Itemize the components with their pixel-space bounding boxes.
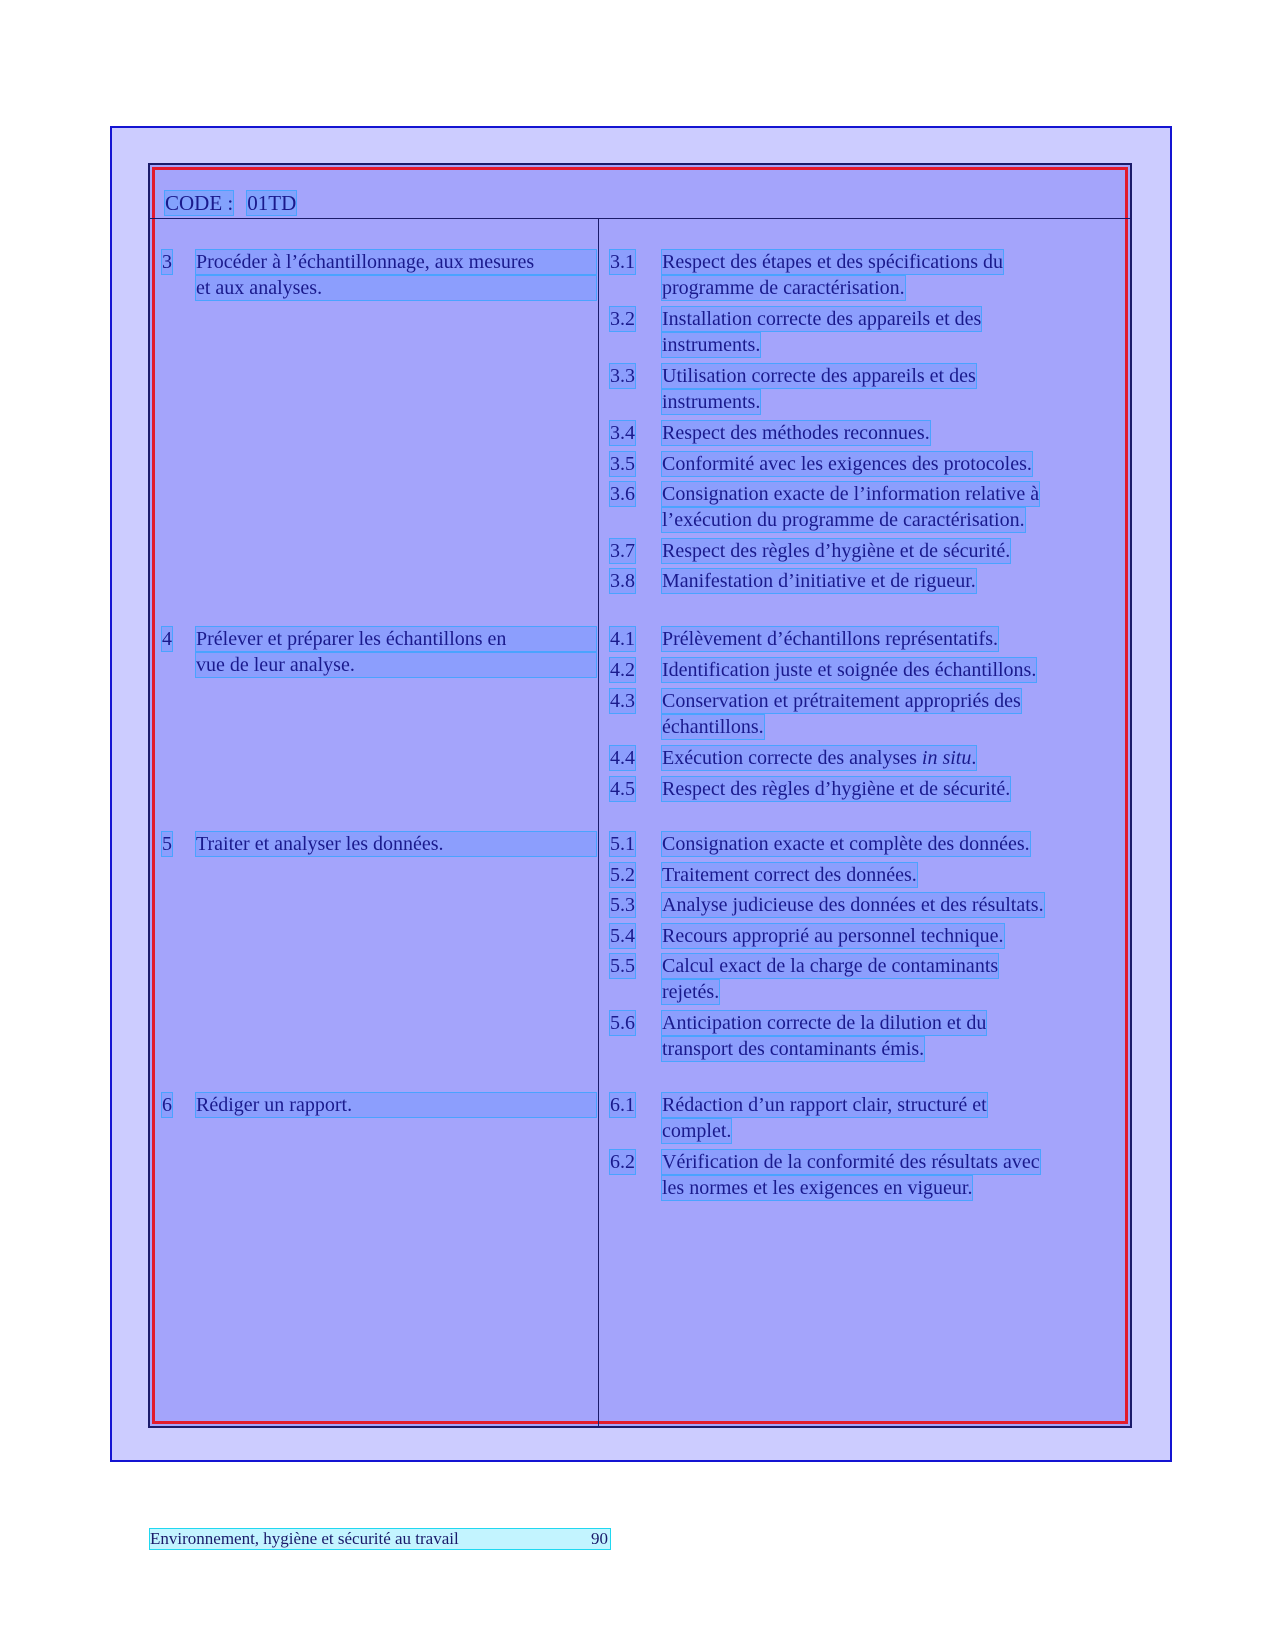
criterion-text: complet. xyxy=(662,1120,732,1142)
criterion-text-end: . xyxy=(971,747,977,769)
criterion-text: Prélèvement d’échantillons représentatifs. xyxy=(662,628,998,650)
criterion-text: Vérification de la conformité des résultats avec xyxy=(662,1151,1040,1173)
criterion-text: les normes et les exigences en vigueur. xyxy=(662,1177,973,1199)
criterion-text-main: Exécution correcte des analyses xyxy=(662,747,922,769)
criterion-number: 3.5 xyxy=(610,453,635,475)
criterion-text: Consignation exacte et complète des données. xyxy=(662,833,1030,855)
header-divider xyxy=(150,218,1130,219)
criterion-text: Identification juste et soignée des échantillons. xyxy=(662,659,1037,681)
page-number: 90 xyxy=(591,1529,608,1548)
criterion-number: 6.1 xyxy=(610,1094,635,1116)
criterion-text: Respect des étapes et des spécifications du xyxy=(662,251,1003,273)
criterion-number: 3.7 xyxy=(610,540,635,562)
criterion-number: 4.5 xyxy=(610,778,635,800)
criterion-number: 4.3 xyxy=(610,690,635,712)
footer-text: Environnement, hygiène et sécurité au travail xyxy=(150,1529,459,1548)
criterion-number: 3.8 xyxy=(610,570,635,592)
code-label: CODE : xyxy=(165,191,234,215)
criterion-text: programme de caractérisation. xyxy=(662,277,905,299)
criterion-text: Respect des règles d’hygiène et de sécurité. xyxy=(662,778,1011,800)
criterion-text: Traitement correct des données. xyxy=(662,864,917,886)
criterion-text: rejetés. xyxy=(662,981,720,1003)
criterion-text: l’exécution du programme de caractérisation. xyxy=(662,509,1025,531)
criterion-number: 3.6 xyxy=(610,483,635,505)
column-divider xyxy=(598,218,599,1428)
competency-title: Traiter et analyser les données. xyxy=(196,832,596,856)
criterion-number: 4.2 xyxy=(610,659,635,681)
competency-title: et aux analyses. xyxy=(196,276,596,300)
criterion-text: Recours approprié au personnel technique. xyxy=(662,925,1004,947)
criterion-text: Utilisation correcte des appareils et des xyxy=(662,365,976,387)
competency-title: Rédiger un rapport. xyxy=(196,1093,596,1117)
criterion-number: 5.6 xyxy=(610,1012,635,1034)
criterion-number: 5.1 xyxy=(610,833,635,855)
competency-title: vue de leur analyse. xyxy=(196,653,596,677)
criterion-text: Manifestation d’initiative et de rigueur. xyxy=(662,570,976,592)
criterion-text: Consignation exacte de l’information relative à xyxy=(662,483,1040,505)
criterion-text: Analyse judicieuse des données et des résultats. xyxy=(662,894,1044,916)
criterion-text-italic: in situ xyxy=(921,747,972,769)
criterion-number: 3.4 xyxy=(610,422,635,444)
criterion-text: Respect des méthodes reconnues. xyxy=(662,422,930,444)
criterion-text xyxy=(662,746,976,770)
criterion-text: Rédaction d’un rapport clair, structuré et xyxy=(662,1094,987,1116)
competency-number: 3 xyxy=(162,251,172,273)
competency-number: 6 xyxy=(162,1094,172,1116)
criterion-text: Calcul exact de la charge de contaminants xyxy=(662,955,999,977)
criterion-number: 5.2 xyxy=(610,864,635,886)
competency-title: Prélever et préparer les échantillons en xyxy=(196,627,596,651)
criterion-text: instruments. xyxy=(662,334,761,356)
criterion-text: Anticipation correcte de la dilution et du xyxy=(662,1012,987,1034)
criterion-text: Respect des règles d’hygiène et de sécurité. xyxy=(662,540,1011,562)
criterion-text: Installation correcte des appareils et des xyxy=(662,308,982,330)
criterion-text: Conformité avec les exigences des protocoles. xyxy=(662,453,1032,475)
criterion-number: 3.3 xyxy=(610,365,635,387)
criterion-number: 5.5 xyxy=(610,955,635,977)
criterion-number: 3.2 xyxy=(610,308,635,330)
code-value: 01TD xyxy=(247,191,297,215)
competency-title: Procéder à l’échantillonnage, aux mesures xyxy=(196,250,596,274)
criterion-text: échantillons. xyxy=(662,716,764,738)
criterion-text: transport des contaminants émis. xyxy=(662,1038,925,1060)
competency-number: 5 xyxy=(162,833,172,855)
criterion-number: 5.3 xyxy=(610,894,635,916)
page-footer xyxy=(150,1529,610,1549)
criterion-text: instruments. xyxy=(662,391,761,413)
competency-number: 4 xyxy=(162,628,172,650)
criterion-text: Conservation et prétraitement appropriés des xyxy=(662,690,1021,712)
criterion-number: 6.2 xyxy=(610,1151,635,1173)
code-header xyxy=(165,190,296,216)
criterion-number: 4.1 xyxy=(610,628,635,650)
criterion-number: 5.4 xyxy=(610,925,635,947)
criterion-number: 3.1 xyxy=(610,251,635,273)
criterion-number: 4.4 xyxy=(610,747,635,769)
